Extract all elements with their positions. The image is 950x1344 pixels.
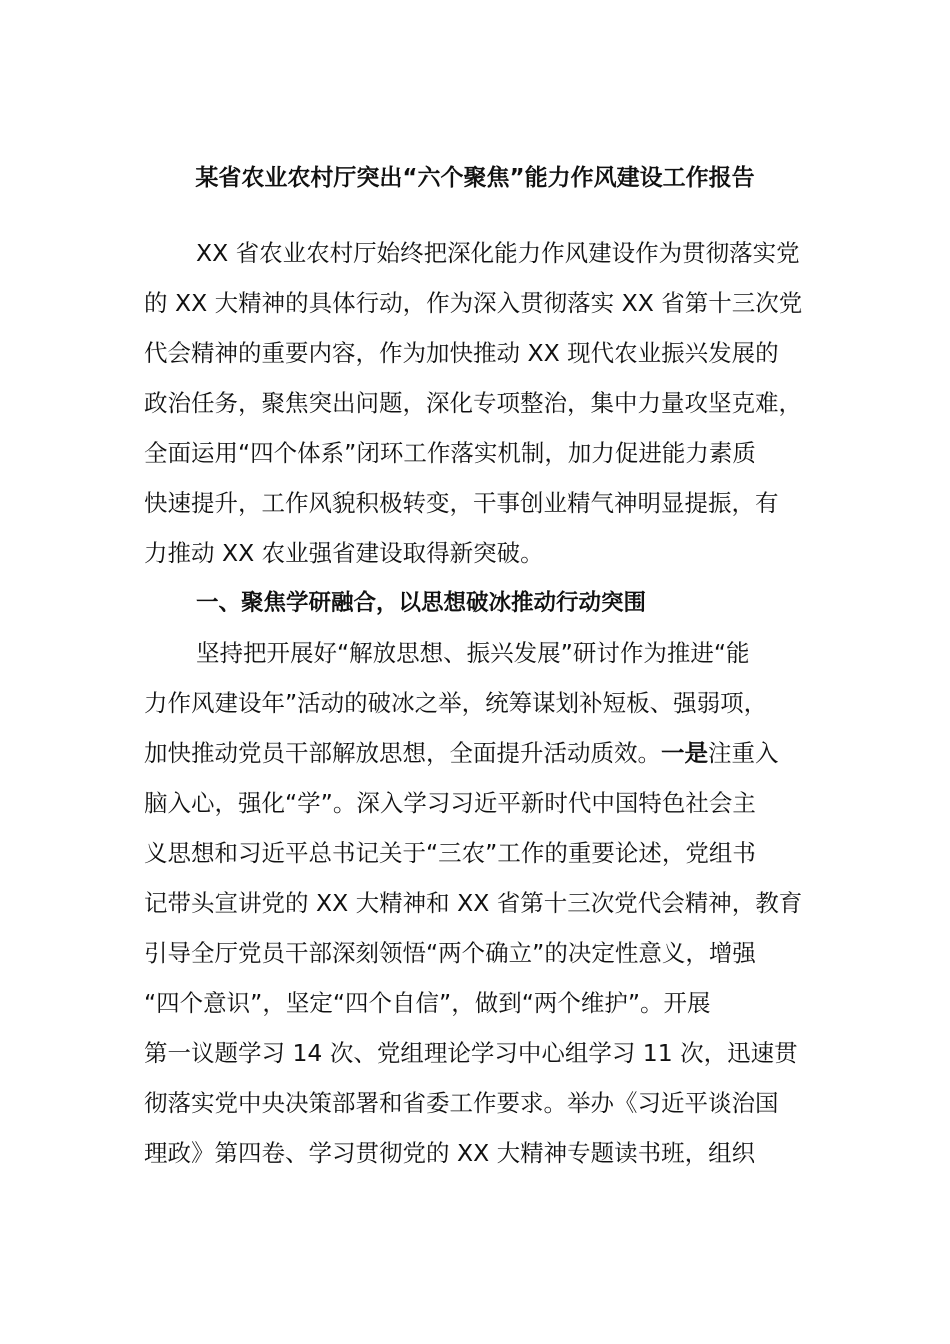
paragraph-line: 坚持把开展好“解放思想、振兴发展”研讨作为推进“能 bbox=[196, 639, 750, 667]
paragraph-line: 政治任务，聚焦突出问题，深化专项整治，集中力量攻坚克难， bbox=[144, 389, 802, 417]
document-body bbox=[144, 228, 814, 1178]
paragraph-line: 快速提升，工作风貌积极转变，干事创业精气神明显提振，有 bbox=[144, 489, 779, 517]
document-title: 某省农业农村厅突出“六个聚焦”能力作风建设工作报告 bbox=[195, 165, 755, 191]
paragraph-line: 理政》第四卷、学习贯彻党的 XX 大精神专题读书班，组织 bbox=[144, 1139, 756, 1167]
paragraph-line: 义思想和习近平总书记关于“三农”工作的重要论述，党组书 bbox=[144, 839, 756, 867]
paragraph-line: 的 XX 大精神的具体行动，作为深入贯彻落实 XX 省第十三次党 bbox=[144, 289, 803, 317]
paragraph-line: 记带头宣讲党的 XX 大精神和 XX 省第十三次党代会精神，教育 bbox=[144, 889, 803, 917]
paragraph-line bbox=[144, 728, 814, 778]
paragraph-line: 代会精神的重要内容，作为加快推动 XX 现代农业振兴发展的 bbox=[144, 339, 779, 367]
paragraph-line: 全面运用“四个体系”闭环工作落实机制，加力促进能力素质 bbox=[144, 439, 756, 467]
paragraph-line: 脑入心，强化“学”。深入学习习近平新时代中国特色社会主 bbox=[144, 789, 756, 817]
paragraph-line: 力作风建设年”活动的破冰之举，统筹谋划补短板、强弱项， bbox=[144, 689, 768, 717]
paragraph-line: 引导全厅党员干部深刻领悟“两个确立”的决定性意义，增强 bbox=[144, 939, 756, 967]
paragraph-text: 注重入 bbox=[708, 739, 779, 767]
paragraph-line: 力推动 XX 农业强省建设取得新突破。 bbox=[144, 539, 544, 567]
section-heading: 一、聚焦学研融合，以思想破冰推动行动突围 bbox=[196, 590, 647, 616]
emphasis-text: 一是 bbox=[661, 739, 708, 767]
paragraph-line: 第一议题学习 14 次、党组理论学习中心组学习 11 次，迅速贯 bbox=[144, 1039, 798, 1067]
paragraph-line: 彻落实党中央决策部署和省委工作要求。举办《习近平谈治国 bbox=[144, 1089, 779, 1117]
paragraph-line: XX 省农业农村厅始终把深化能力作风建设作为贯彻落实党 bbox=[196, 239, 800, 267]
paragraph-text: 加快推动党员干部解放思想，全面提升活动质效。 bbox=[144, 739, 661, 767]
paragraph-line: “四个意识”，坚定“四个自信”，做到“两个维护”。开展 bbox=[144, 989, 711, 1017]
